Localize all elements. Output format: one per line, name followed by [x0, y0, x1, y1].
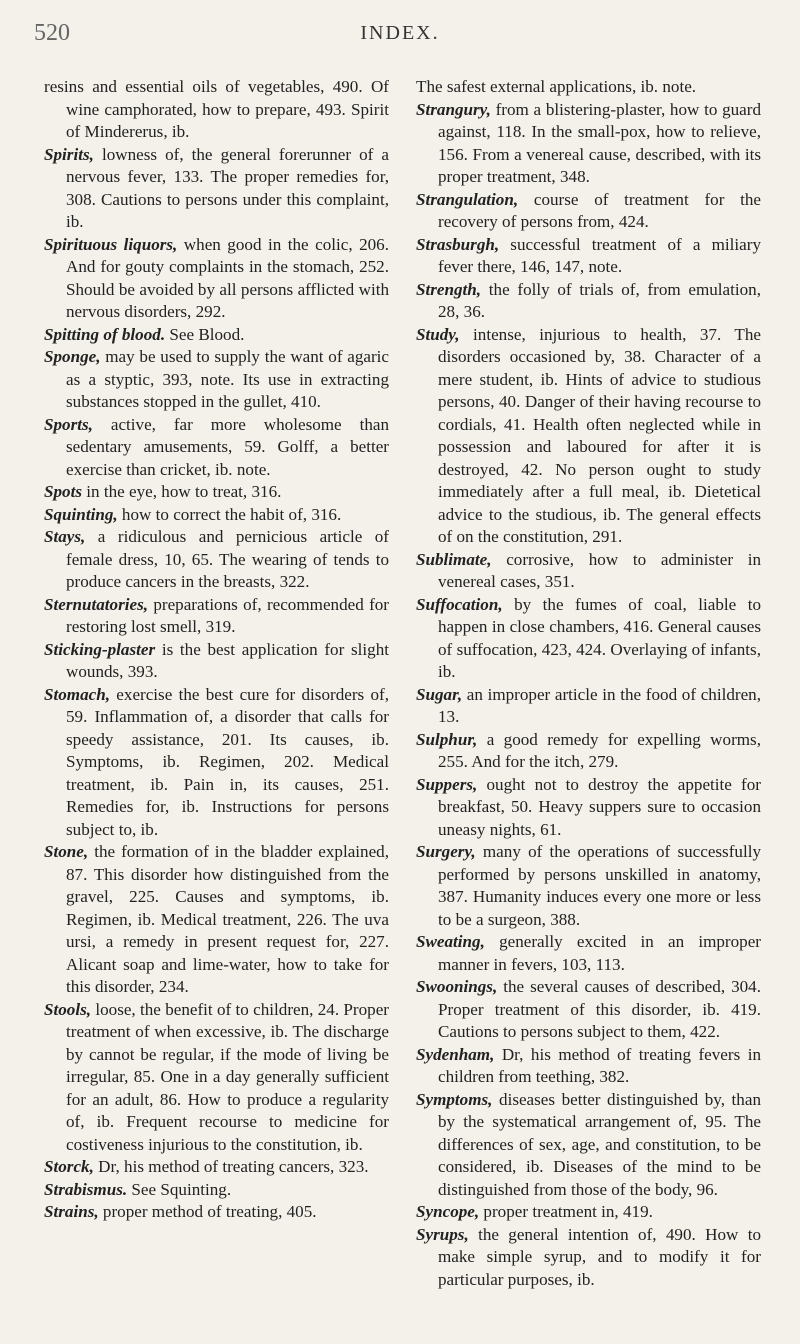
index-term: Suffocation,: [416, 594, 503, 614]
index-text: Dr, his method of treating fevers in children from teething, 382.: [438, 1044, 761, 1086]
index-text: proper method of treating, 405.: [98, 1202, 317, 1221]
index-text: corrosive, how to administer in venereal cases, 351.: [438, 549, 761, 591]
index-term: Stays,: [44, 527, 86, 546]
index-text: how to correct the habit of, 316.: [117, 504, 342, 524]
index-term: Sticking-plaster: [44, 639, 156, 659]
index-text: successful treatment of a miliary fever there, 146, 147, note.: [438, 234, 761, 276]
index-term: Strangulation,: [416, 189, 519, 209]
index-entry: [416, 1044, 761, 1089]
index-text: ought not to destroy the appetite for breakfast, 50. Heavy suppers sure to occasion uneasy nights, 61.: [438, 774, 761, 839]
index-term: Sulphur,: [416, 729, 478, 749]
index-term: Spirits,: [44, 144, 94, 164]
index-term: Study,: [416, 324, 460, 344]
index-term: Strabismus.: [44, 1179, 128, 1199]
index-entry: [416, 1201, 761, 1224]
index-entry: [416, 76, 761, 99]
index-entry: [44, 144, 389, 234]
index-text: the several causes of described, 304. Proper treatment of this disorder, ib. 419. Cautions to persons subject to them, 422.: [438, 977, 761, 1041]
index-text: See Blood.: [165, 324, 245, 344]
index-term: Symptoms,: [416, 1089, 493, 1109]
index-entry: [416, 774, 761, 842]
index-text: from a blistering-plaster, how to guard against, 118. In the small-pox, how to relieve, 156. From a venereal cause, described, with its proper treatment, 348.: [438, 99, 761, 186]
index-text: many of the operations of successfully performed by persons unskilled in anatomy, 387. Humanity induces every one more or less to be a surgeon, 388.: [438, 842, 761, 929]
index-text: generally excited in an improper manner in fevers, 103, 113.: [438, 932, 761, 974]
index-text: a ridiculous and pernicious article of female dress, 10, 65. The wearing of tends to produce cancers in the breasts, 322.: [66, 527, 389, 591]
index-text: The safest external applications, ib. note.: [416, 77, 697, 96]
index-text: is the best application for slight wounds, 393.: [66, 639, 389, 681]
index-entry: [44, 1179, 389, 1202]
index-text: loose, the benefit of to children, 24. Proper treatment of when excessive, ib. The discharge by cannot be regular, if the mode of living be irregular, 85. One in a day generally sufficient for an adult, 86. How to produce a regularity of, ib. Frequent recourse to medicine for costiveness injurious to the constitution, ib.: [66, 999, 389, 1154]
index-text: preparations of, recommended for restoring lost smell, 319.: [66, 594, 389, 636]
index-term: Spitting of blood.: [44, 324, 166, 344]
index-term: Surgery,: [416, 842, 476, 861]
index-term: Sugar,: [416, 684, 463, 704]
index-entry: [416, 234, 761, 279]
index-text: when good in the colic, 206. And for gouty complaints in the stomach, 252. Should be avoided by all persons afflicted with nervous disorders, 292.: [66, 234, 389, 321]
index-entry: [44, 1201, 389, 1224]
index-entry: [44, 1156, 389, 1179]
index-text: exercise the best cure for disorders of, 59. Inflammation of, a disorder that calls for speedy assistance, 201. Its causes, ib. Symptoms, ib. Regimen, 202. Medical treatment, ib. Pain in, its causes, 251. Remedies for, ib. Instructions for persons subject to, ib.: [66, 684, 389, 839]
index-entry: [416, 729, 761, 774]
index-term: Sternutatories,: [44, 594, 149, 614]
index-entry: [416, 549, 761, 594]
running-head: INDEX.: [360, 22, 440, 44]
index-term: Sweating,: [416, 932, 485, 951]
index-text: in the eye, how to treat, 316.: [82, 482, 282, 501]
index-term: Strangury,: [416, 99, 491, 119]
index-text: course of treatment for the recovery of persons from, 424.: [438, 189, 761, 231]
index-entry: [416, 841, 761, 931]
index-term: Spots: [44, 482, 83, 501]
index-entry: [416, 1224, 761, 1292]
index-term: Sponge,: [44, 347, 101, 366]
index-entry: [416, 189, 761, 234]
index-term: Squinting,: [44, 504, 118, 524]
index-term: Stone,: [44, 842, 89, 861]
index-text: intense, injurious to health, 37. The disorders occasioned by, 38. Character of a mere student, ib. Hints of advice to studious persons, 40. Danger of their having recourse to cordials, 41. Health often neglected while in possession and laboured for after it is destroyed, 42. No person ought to study immediately after a full meal, ib. Dietetical advice to the studious, ib. The general effects of on the constitution, 291.: [438, 324, 761, 546]
index-text: a good remedy for expelling worms, 255. And for the itch, 279.: [438, 729, 761, 771]
index-text: diseases better distinguished by, than by the systematical arrangement of, 95. The differences of sex, age, and constitution, to be considered, ib. Diseases of the mind to be distinguished from those of the body, 96.: [438, 1089, 761, 1199]
index-term: Syncope,: [416, 1202, 480, 1221]
index-text: the formation of in the bladder explained, 87. This disorder how distinguished from the gravel, 225. Causes and symptoms, ib. Regimen, ib. Medical treatment, 226. The uva ursi, a remedy in present request for, 227. Alicant soap and lime-water, how to take for this disorder, 234.: [66, 842, 389, 996]
index-text: active, far more wholesome than sedentary amusements, 59. Golff, a better exercise than cricket, ib. note.: [66, 414, 389, 479]
index-term: Sports,: [44, 414, 93, 434]
index-text: may be used to supply the want of agaric as a styptic, 393, note. Its use in extracting substances stopped in the gullet, 410.: [66, 347, 389, 411]
index-entry: [416, 1089, 761, 1202]
index-entry: [44, 594, 389, 639]
index-term: Suppers,: [416, 774, 478, 794]
index-text: by the fumes of coal, liable to happen in close chambers, 416. General causes of suffocation, 423, 424. Overlaying of infants, ib.: [438, 594, 761, 681]
index-entry: [44, 76, 389, 144]
index-text: the general intention of, 490. How to make simple syrup, and to modify it for particular purposes, ib.: [438, 1224, 761, 1289]
index-entry: [44, 414, 389, 482]
page-number: 520: [34, 20, 70, 46]
right-column: [416, 76, 761, 1291]
index-entry: [44, 481, 389, 504]
index-term: Strasburgh,: [416, 234, 500, 254]
index-entry: [44, 639, 389, 684]
index-term: Storck,: [44, 1157, 94, 1176]
index-entry: [44, 684, 389, 842]
index-term: Sublimate,: [416, 549, 492, 569]
index-term: Spirituous liquors,: [44, 234, 178, 254]
index-term: Syrups,: [416, 1224, 469, 1244]
index-entry: [416, 931, 761, 976]
index-entry: [416, 324, 761, 549]
index-entry: [44, 841, 389, 999]
index-entry: [44, 346, 389, 414]
index-entry: [44, 504, 389, 527]
index-entry: [416, 684, 761, 729]
index-term: Sydenham,: [416, 1044, 495, 1064]
index-text: the folly of trials of, from emulation, 28, 36.: [438, 279, 761, 321]
index-text: See Squinting.: [127, 1179, 232, 1199]
index-entry: [44, 234, 389, 324]
left-column: [44, 76, 389, 1224]
index-term: Swoonings,: [416, 977, 498, 996]
page-header: [0, 14, 800, 54]
index-term: Strength,: [416, 279, 482, 299]
index-entry: [44, 324, 389, 347]
index-text: proper treatment in, 419.: [479, 1202, 653, 1221]
index-text: lowness of, the general forerunner of a nervous fever, 133. The proper remedies for, 308. Cautions to persons under this complaint, ib.: [66, 144, 389, 231]
index-entry: [416, 976, 761, 1044]
index-text: resins and essential oils of vegetables, 490. Of wine camphorated, how to prepare, 493. Spirit of Mindererus, ib.: [44, 77, 389, 141]
index-term: Stools,: [44, 999, 92, 1019]
index-entry: [44, 999, 389, 1157]
index-term: Stomach,: [44, 684, 111, 704]
index-entry: [416, 279, 761, 324]
index-entry: [416, 99, 761, 189]
index-term: Strains,: [44, 1202, 99, 1221]
index-entry: [416, 594, 761, 684]
index-entry: [44, 526, 389, 594]
index-text: an improper article in the food of children, 13.: [438, 684, 761, 726]
index-text: Dr, his method of treating cancers, 323.: [93, 1157, 369, 1176]
